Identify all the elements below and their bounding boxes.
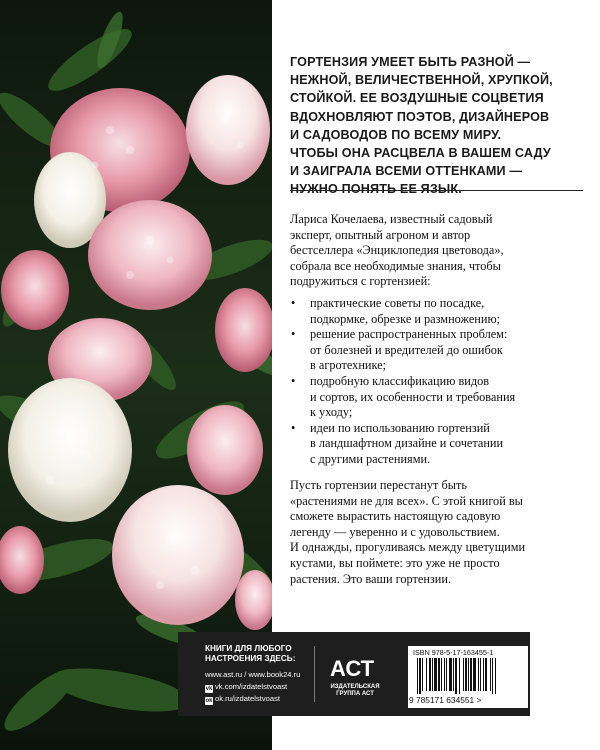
- publisher-tagline: [205, 644, 295, 664]
- list-item-line: практические советы по посадке,: [310, 296, 485, 310]
- lead-line: СТОЙКОЙ. ЕЕ ВОЗДУШНЫЕ СОЦВЕТИЯ: [290, 91, 544, 106]
- barcode-bar: [422, 658, 423, 691]
- barcode-bar: [485, 658, 487, 691]
- list-item-line: и сортов, их особенности и требования: [310, 389, 516, 404]
- vk-link-text: vk.com/izdatelstvoast: [215, 682, 288, 691]
- bullet-icon: •: [291, 296, 296, 310]
- ok-link[interactable]: [205, 694, 280, 705]
- list-item-line: в агротехнике;: [310, 358, 387, 373]
- barcode-bar: [480, 658, 481, 691]
- barcode-bar: [492, 658, 493, 694]
- barcode-area: [408, 646, 528, 708]
- intro-line: эксперт, опытный агроном и автор: [290, 227, 471, 242]
- barcode-bar: [455, 658, 457, 694]
- closing-line: Пусть гортензии перестанут быть: [290, 478, 467, 492]
- logo-caption: [326, 684, 384, 698]
- barcode-bar: [473, 658, 476, 691]
- intro-line: подружиться с гортензией:: [290, 274, 431, 289]
- list-item-line: решение распространенных проблем:: [310, 327, 508, 342]
- barcode-bar: [463, 658, 464, 691]
- list-item-line: подкормке, обрезке и размножению;: [310, 311, 501, 326]
- barcode-bar: [426, 658, 427, 691]
- barcode-bar: [446, 658, 447, 691]
- ast-logo-text: АСТ: [330, 656, 375, 681]
- closing-paragraph: [290, 478, 525, 587]
- lead-line: ЧТОБЫ ОНА РАСЦВЕЛА В ВАШЕМ САДУ: [290, 146, 551, 161]
- barcode-bar: [417, 658, 418, 694]
- closing-line: «растениями не для всех». С этой книгой вы: [290, 493, 523, 508]
- divider-line: [290, 190, 583, 191]
- tagline-line: НАСТРОЕНИЯ ЗДЕСЬ:: [205, 654, 296, 663]
- barcode-end-mark: >: [476, 695, 482, 705]
- barcode-bar: [478, 658, 479, 691]
- closing-line: И однажды, прогуливаясь между цветущими: [290, 540, 526, 555]
- barcode-bar: [459, 658, 460, 694]
- separator: [314, 646, 315, 702]
- logo-caption-line: ИЗДАТЕЛЬСКАЯ: [330, 684, 380, 690]
- barcode-bar: [495, 658, 496, 694]
- barcode-bar: [438, 658, 440, 691]
- closing-line: растения. Это ваши гортензии.: [290, 571, 452, 586]
- barcode-bar: [432, 658, 433, 691]
- list-item: [290, 421, 515, 468]
- list-item-line: к уходу;: [310, 405, 353, 420]
- barcode-bar: [468, 658, 469, 691]
- lead-line: НУЖНО ПОНЯТЬ ЕЕ ЯЗЫК.: [290, 182, 462, 197]
- list-item-line: с другими растениями.: [310, 451, 431, 466]
- list-item-line: в ландшафтном дизайне и сочетании: [310, 436, 504, 451]
- intro-line: собрала все необходимые знания, чтобы: [290, 258, 501, 273]
- feature-list: [290, 296, 515, 468]
- lead-paragraph: [290, 53, 585, 199]
- intro-line: Лариса Кочелаева, известный садовый: [290, 212, 493, 226]
- barcode-number: 9 785171 634551: [409, 695, 475, 705]
- barcode: [413, 658, 523, 694]
- list-item: [290, 327, 515, 374]
- lead-line: И ЗАИГРАЛА ВСЕМИ ОТТЕНКАМИ —: [290, 164, 523, 179]
- barcode-bar: [453, 658, 454, 691]
- vk-link[interactable]: [205, 682, 287, 693]
- back-cover-text: [290, 0, 590, 632]
- barcode-bar: [483, 658, 484, 691]
- bullet-icon: •: [291, 373, 296, 388]
- list-item: [290, 374, 515, 421]
- lead-line: НЕЖНОЙ, ВЕЛИЧЕСТВЕННОЙ, ХРУПКОЙ,: [290, 73, 553, 88]
- list-item: [290, 296, 515, 327]
- intro-line: бестселлера «Энциклопедия цветовода»,: [290, 243, 504, 258]
- intro-paragraph: [290, 212, 504, 290]
- barcode-bar: [419, 658, 421, 694]
- closing-line: кустами, вы поймете: это уже не просто: [290, 555, 500, 570]
- barcode-bar: [441, 658, 442, 691]
- ast-logo: [326, 648, 382, 689]
- list-item-line: подробную классификацию видов: [310, 373, 490, 388]
- tagline-line: КНИГИ ДЛЯ ЛЮБОГО: [205, 644, 292, 653]
- lead-line: ВДОХНОВЛЯЮТ ПОЭТОВ, ДИЗАЙНЕРОВ: [290, 109, 550, 124]
- barcode-bar: [449, 658, 452, 691]
- barcode-bar: [429, 658, 431, 691]
- lead-line: ГОРТЕНЗИЯ УМЕЕТ БЫТЬ РАЗНОЙ —: [290, 55, 531, 69]
- bullet-icon: •: [291, 420, 296, 435]
- list-item-line: от болезней и вредителей до ошибок: [310, 342, 503, 357]
- closing-line: легенду — уверенно и с удовольствием.: [290, 524, 500, 539]
- barcode-bar: [470, 658, 472, 691]
- lead-line: И САДОВОДОВ ПО ВСЕМУ МИРУ.: [290, 127, 502, 142]
- barcode-bar: [434, 658, 437, 691]
- barcode-bar: [465, 658, 467, 691]
- isbn-label: ISBN 978-5-17-163455-1: [413, 648, 494, 657]
- bullet-icon: •: [291, 327, 296, 342]
- list-item-line: идеи по использованию гортензий: [310, 420, 490, 435]
- barcode-bar: [444, 658, 445, 691]
- ok-icon: ok: [205, 698, 213, 704]
- logo-caption-line: ГРУППА АСТ: [336, 691, 374, 697]
- vk-icon: vk: [205, 686, 213, 692]
- ok-link-text: ok.ru/izdatelstvoast: [215, 694, 280, 703]
- closing-line: сможете вырастить настоящую садовую: [290, 509, 501, 524]
- barcode-digits: [409, 695, 527, 705]
- website-links[interactable]: www.ast.ru / www.book24.ru: [205, 670, 301, 679]
- barcode-bar: [490, 658, 491, 691]
